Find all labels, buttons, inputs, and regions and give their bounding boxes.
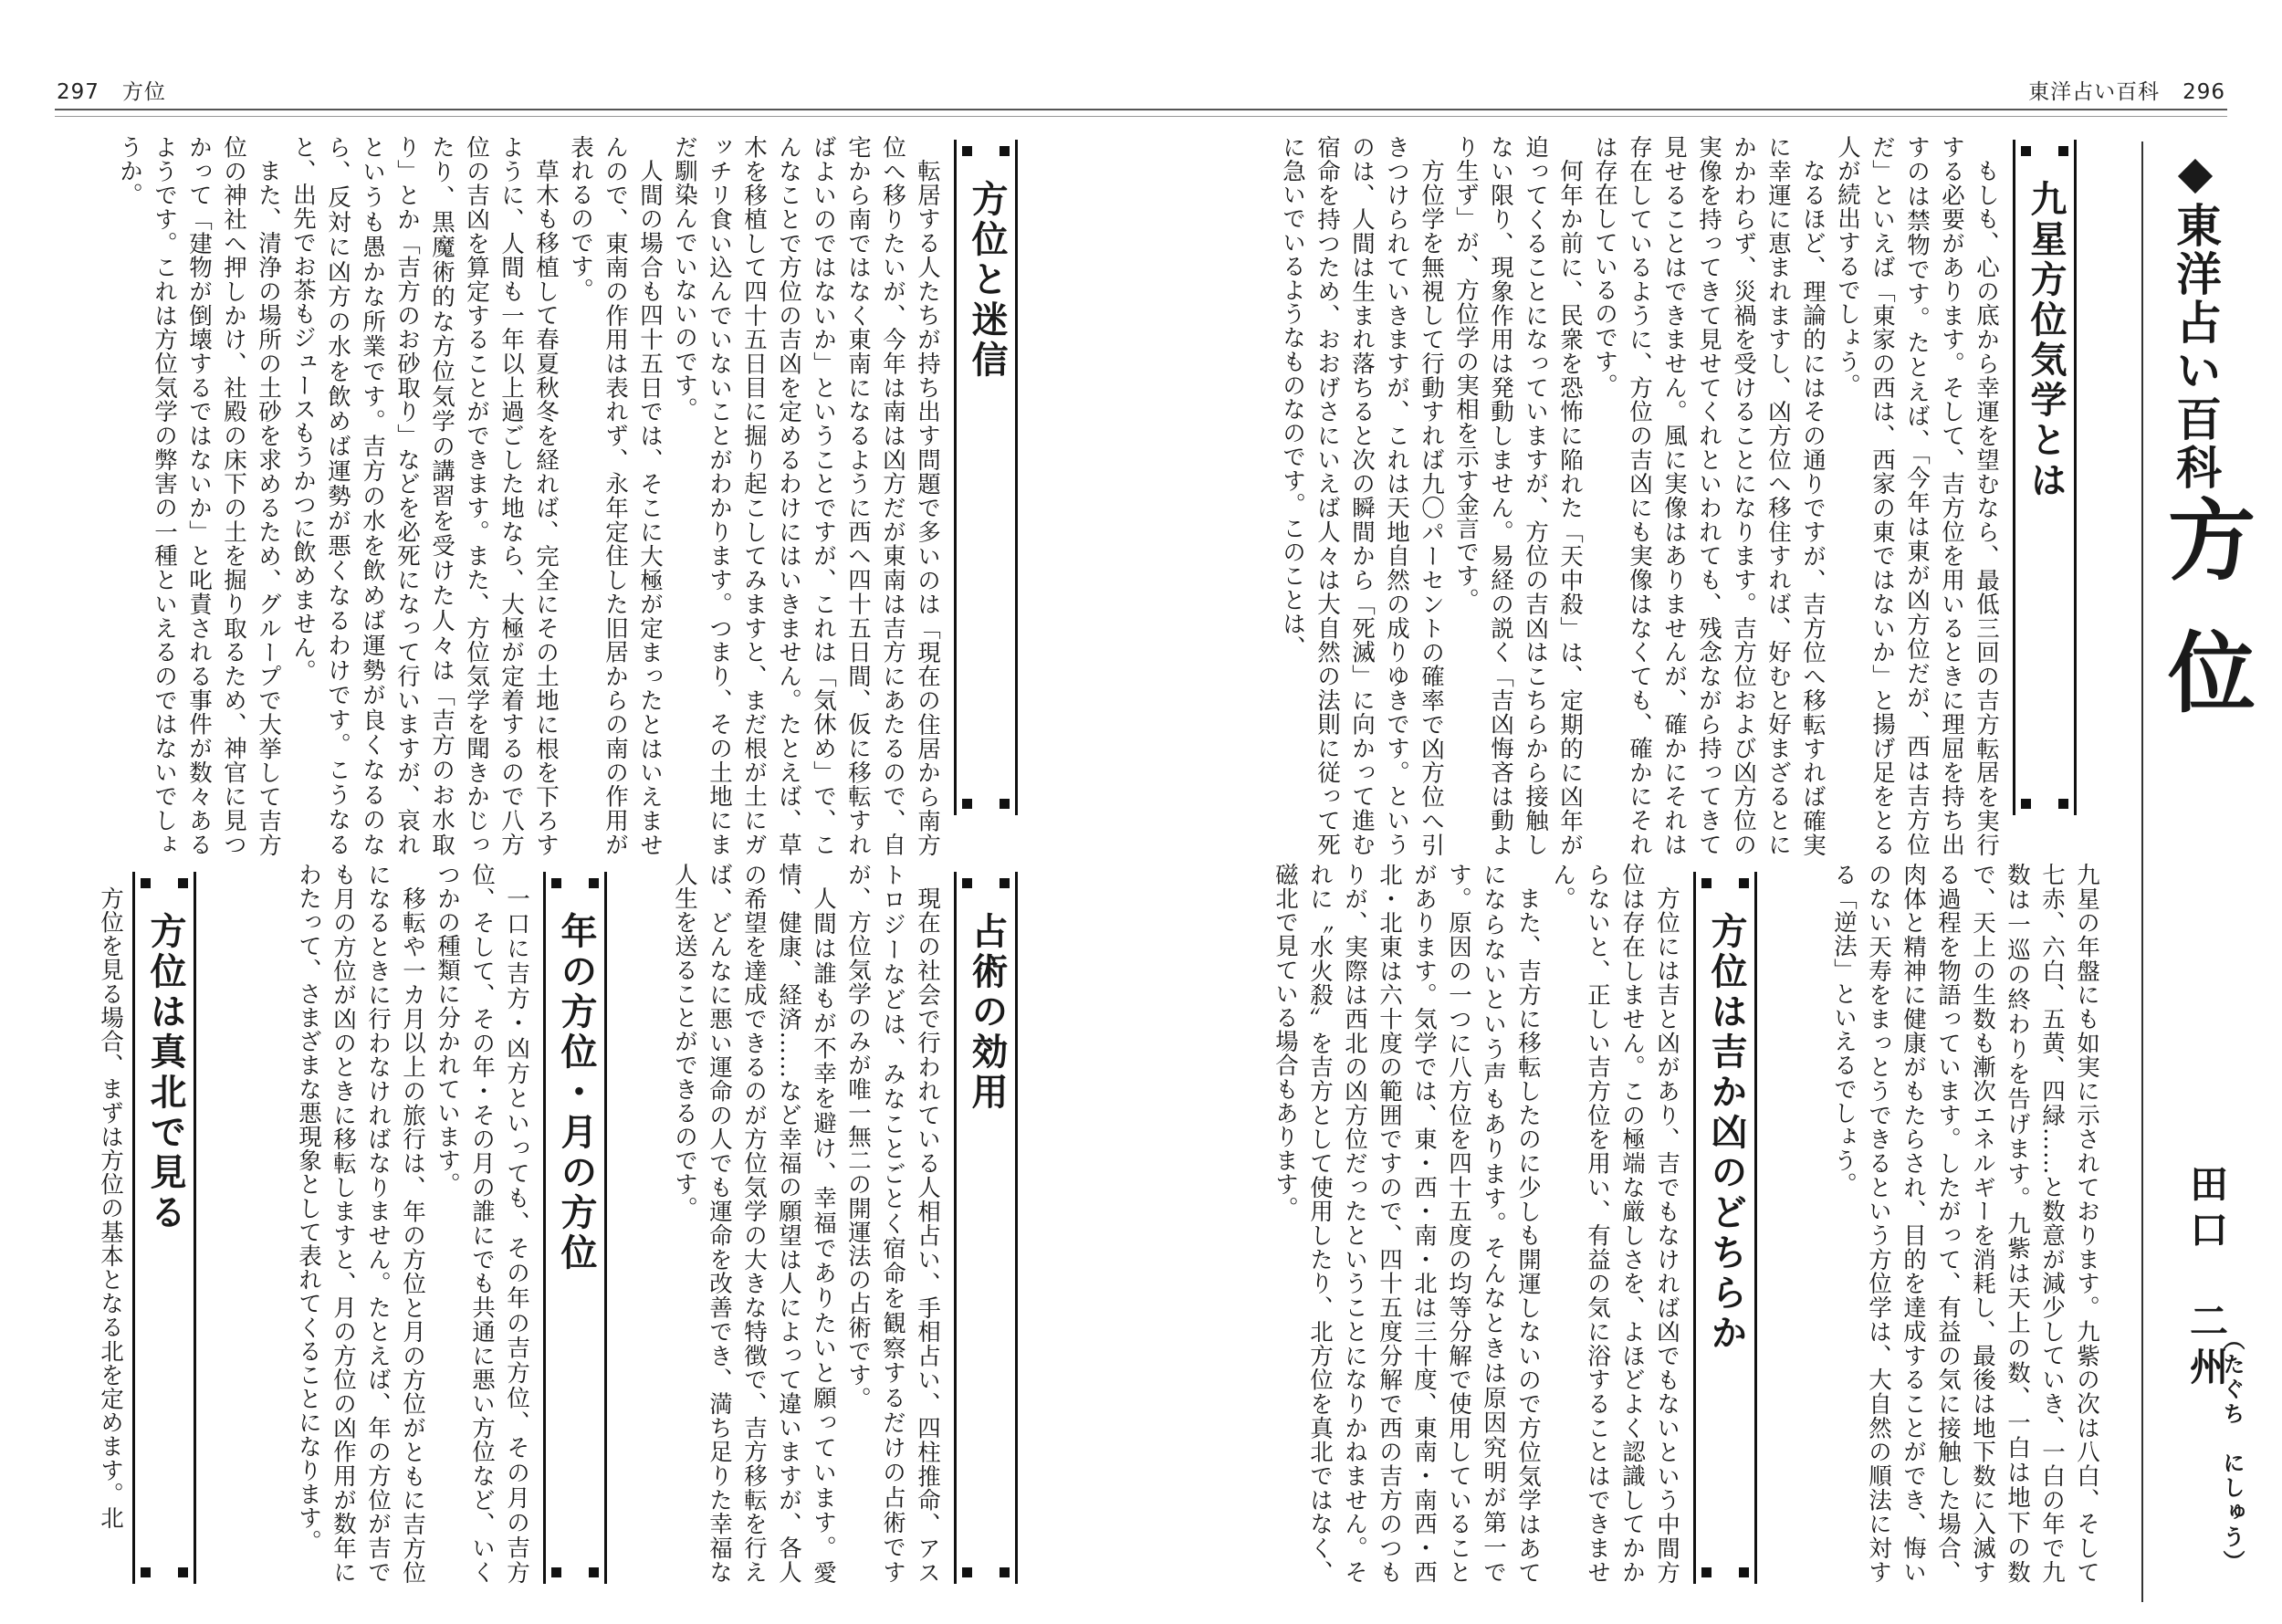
senjutsu-paragraph-2: 人間は誰もが不幸を避け、幸福でありたいと願っています。愛情、健康、経済……など幸福の願望は人によって違いますが、各人の希望を達成できるのが方位気学の大きな特徴で、吉方移転を行えば、どんなに悪い運命の人でも運命を改善でき、満ち足りた幸福な人生を送ることができるのです。 bbox=[671, 863, 837, 1584]
toshi-paragraph-1: 一口に吉方・凶方といっても、その年の吉方位、その月の吉方位、そして、その年・その月の誰にでも共通に悪い方位など、いくつかの種類に分かれています。 bbox=[434, 863, 530, 1584]
header-rule bbox=[55, 109, 2227, 110]
title-divider bbox=[2141, 141, 2143, 1602]
kyusei-paragraph-3: 何年か前に、民衆を恐怖に陥れた「天中殺」は、定期的に凶年が迫ってくることになっていますが、方位の吉凶はこちらから接触しない限り、現象作用は発動しません。易経の説く「吉凶悔吝は動より生ず」が、方位学の実相を示す金言です。 bbox=[1452, 135, 1584, 856]
right-page-header bbox=[2028, 75, 2225, 105]
kyusei-paragraph-4: 方位学を無視して行動すれば九〇パーセントの確率で凶方位へ引きつけられていきますが、これは天地自然の成りゆきです。というのは、人間は生まれ落ちると次の瞬間から「死滅」に向かって進む宿命を持つため、おおげさにいえば人々は大自然の法則に従って死に急いでいるようなものなのです。このことは、 bbox=[1279, 135, 1445, 856]
main-title-char-2: 位 bbox=[2168, 622, 2256, 725]
kyusei-paragraph-2: なるほど、理論的にはその通りですが、吉方位へ移転すれば確実に幸運に恵まれますし、凶方位へ移住すれば、好むと好まざるとにかかわらず、災禍を受けることになります。吉方位および凶方位の実像を持ってきて見せてくれといわれても、残念ながら持ってきて見せることはできません。風に実像はありませんが、確かにそれは存在しているように、方位の吉凶にも実像はなくても、確かにそれは存在しているのです。 bbox=[1591, 135, 1827, 856]
article-shinboku bbox=[55, 863, 128, 1584]
article-senjutsu bbox=[644, 863, 945, 1584]
left-page-number: 297 bbox=[57, 80, 99, 104]
heading-box-kikyo bbox=[1693, 872, 1757, 1584]
right-section-title: 東洋占い百科 bbox=[2028, 80, 2161, 104]
article-kyusei-bottom bbox=[1789, 863, 2104, 1584]
meishin-paragraph-1: 転居する人たちが持ち出す問題で多いのは「現在の住居から南方位へ移りたいが、今年は南は凶方だが東南は吉方にあたるので、自宅から南ではなく東南になるように西へ四十五日間、仮に移転すればよいのではないか」ということですが、これは「気休め」で、こんなことで方位の吉凶を定めるわけにはいきません。たとえば、草木を移植して四十五日目に掘り起こしてみますと、まだ根が土にガッチリ食い込んでいないことがわかります。つまり、その土地にまだ馴染んでいないのです。 bbox=[671, 135, 941, 856]
kikyo-paragraph-2: また、吉方に移転したのに少しも開運しないので方位気学はあてにならないという声もあります。そんなときは原因究明が第一です。原因の一つに八方位を四十五度の均等分解で使用していることがあります。気学では、東・西・南・北は三十度、東南・南西・西北・北東は六十度の範囲ですので、四十五度分解で西の吉方のつもりが、実際は西北の凶方位だったということになりかねません。それに〝水火殺〟を吉方として使用したり、北方位を真北ではなく、磁北で見ている場合もあります。 bbox=[1272, 863, 1542, 1584]
heading-kyusei: 九星方位気学とは bbox=[2025, 180, 2067, 501]
meishin-paragraph-4: また、清浄の場所の土砂を求めるため、グループで大挙して吉方位の神社へ押しかけ、社殿の床下の土を掘り取るため、神官に見つかって「建物が倒壊するではないか」と叱責される事件が数々あるようです。これは方位気学の弊害の一種といえるのではないでしょうか。 bbox=[116, 135, 282, 856]
article-toshi bbox=[233, 863, 534, 1584]
header-rule-thin bbox=[55, 116, 2227, 117]
heading-meishin: 方位と迷信 bbox=[966, 180, 1008, 381]
heading-toshi: 年の方位・月の方位 bbox=[555, 912, 597, 1273]
right-page-number: 296 bbox=[2183, 80, 2225, 104]
article-meishin bbox=[55, 135, 945, 856]
heading-box-shinboku bbox=[132, 872, 196, 1584]
toshi-paragraph-2: 移転や一カ月以上の旅行は、年の方位と月の方位がともに吉方位になるときに行わなければなりません。たとえば、年の方位が吉でも月の方位が凶のときに移転しますと、月の方位の凶作用が数年にわたって、さまざまな悪現象として表れてくることになります。 bbox=[295, 863, 426, 1584]
shinboku-paragraph-1: 方位を見る場合、まずは方位の基本となる北を定めます。北 bbox=[97, 885, 124, 1530]
heading-box-toshi bbox=[543, 872, 607, 1584]
kyusei-paragraph-1: もしも、心の底から幸運を望むなら、最低三回の吉方転居を実行する必要があります。そして、吉方位を用いるときに理屈を持ち出すのは禁物です。たとえば、「今年は東が凶方位だが、西は吉方位だ」といえば「東家の西は、西家の東ではないか」と揚げ足をとる人が続出するでしょう。 bbox=[1834, 135, 2000, 856]
heading-box-kyusei bbox=[2013, 140, 2077, 815]
senjutsu-paragraph-1: 現在の社会で行われている人相占い、手相占い、四柱推命、アストロジーなどは、みなことごとく宿命を観察するだけの占術ですが、方位気学のみが唯一無二の開運法の占術です。 bbox=[844, 863, 941, 1584]
left-page-header bbox=[57, 75, 166, 105]
heading-box-meishin bbox=[954, 140, 1018, 815]
heading-kikyo: 方位は吉か凶のどちらか bbox=[1705, 912, 1747, 1354]
meishin-paragraph-2: 人間の場合も四十五日では、そこに大極が定まったとはいえませんので、東南の作用は表れず、永年定住した旧居からの南の作用が表れるのです。 bbox=[567, 135, 664, 856]
main-title-char-1: 方 bbox=[2168, 489, 2256, 592]
heading-shinboku: 方位は真北で見る bbox=[144, 912, 186, 1233]
meishin-paragraph-3: 草木も移植して春夏秋冬を経れば、完全にその土地に根を下ろすように、人間も一年以上過ごした地なら、大極が定着するので八方位の吉凶を算定することができます。また、方位気学を聞きかじったり、黒魔術的な方位気学の講習を受けた人々は「吉方のお水取り」とか「吉方のお砂取り」などを必死になって行いますが、哀れというも愚かな所業です。吉方の水を飲めば運勢が良くなるのなら、反対に凶方の水を飲めば運勢が悪くなるわけです。こうなると、出先でお茶もジュースもうかつに飲めません。 bbox=[289, 135, 560, 856]
kikyo-paragraph-1: 方位には吉と凶があり、吉でもなければ凶でもないという中間方位は存在しません。この極端な厳しさを、よほどよく認識してかからないと、正しい吉方位を用い、有益の気に浴することはできません。 bbox=[1549, 863, 1680, 1584]
article-kyusei-top bbox=[1264, 135, 2004, 856]
heading-box-senjutsu bbox=[954, 872, 1018, 1584]
author-name: 田口 二州 bbox=[2184, 1164, 2229, 1392]
author-reading: （たぐち にしゅう） bbox=[2219, 1328, 2245, 1575]
left-section-title: 方位 bbox=[121, 80, 166, 104]
series-title: ◆東洋占い百科 bbox=[2169, 146, 2222, 492]
kyusei-paragraph-5: 九星の年盤にも如実に示されております。九紫の次は八白、そして七赤、六白、五黄、四緑……と数意が減少していき、一白の年で九数は一巡の終わりを告げます。九紫は天上の数、一白は地下の数で、天上の生数も漸次エネルギーを消耗し、最後は地下数に入滅する過程を物語っています。したがって、有益の気に接触した場合、肉体と精神に健康がもたらされ、目的を達成することができ、悔いのない天寿をまっとうできるという方位学は、大自然の順法に対する「逆法」といえるでしょう。 bbox=[1830, 863, 2100, 1584]
article-kikyo bbox=[1264, 863, 1684, 1584]
heading-senjutsu: 占術の効用 bbox=[966, 912, 1008, 1113]
